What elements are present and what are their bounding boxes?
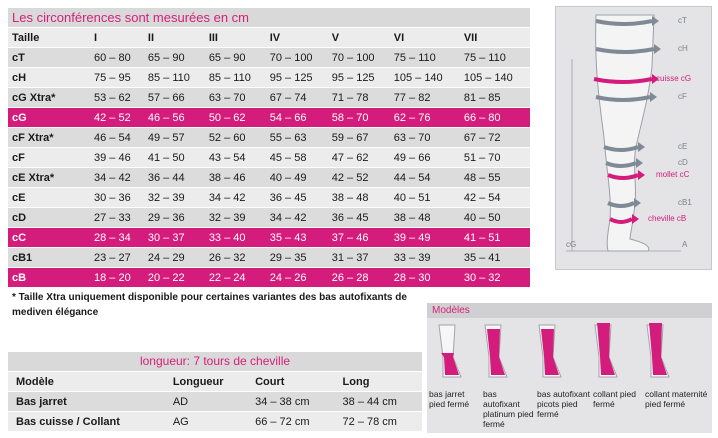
table-row	[8, 228, 530, 248]
table-row	[8, 168, 530, 188]
table-cell: 32 – 39	[205, 208, 266, 228]
model-label: bas autofixant picots pied fermé	[537, 389, 590, 419]
table-cell: 36 – 45	[266, 188, 328, 208]
measurement-label: cheville cB	[648, 214, 687, 223]
measurement-label: cT	[678, 16, 687, 25]
row-label: cG	[8, 108, 90, 128]
table-cell: 38 – 48	[390, 208, 460, 228]
table-cell: 51 – 70	[460, 148, 530, 168]
model-pictogram	[485, 325, 507, 377]
table-cell: 70 – 100	[266, 48, 328, 68]
table-cell: 37 – 46	[328, 228, 390, 248]
table-cell: 30 – 36	[90, 188, 144, 208]
table-cell: 63 – 70	[205, 88, 266, 108]
table-cell: 36 – 44	[144, 168, 205, 188]
table-cell: 44 – 54	[390, 168, 460, 188]
table-cell: 57 – 66	[144, 88, 205, 108]
table-cell: 75 – 95	[90, 68, 144, 88]
model-pictograms	[427, 319, 712, 389]
column-header: Long	[335, 372, 422, 392]
table-cell: 42 – 52	[90, 108, 144, 128]
table-cell: 50 – 62	[205, 108, 266, 128]
column-header: I	[90, 28, 144, 48]
table-cell: 26 – 28	[328, 268, 390, 288]
table-cell: 28 – 34	[90, 228, 144, 248]
table-cell: 29 – 35	[266, 248, 328, 268]
models-panel	[427, 303, 712, 433]
row-label: cB1	[8, 248, 90, 268]
measurement-label: cD	[678, 158, 688, 167]
table-cell: 20 – 22	[144, 268, 205, 288]
table-cell: 47 – 62	[328, 148, 390, 168]
measurement-label: cE	[678, 142, 688, 151]
measurement-label: cH	[678, 44, 688, 53]
column-header: VI	[390, 28, 460, 48]
table-cell: 38 – 44 cm	[335, 392, 422, 412]
table-cell: 39 – 46	[90, 148, 144, 168]
table-cell: 66 – 80	[460, 108, 530, 128]
table-cell: 85 – 110	[144, 68, 205, 88]
table-cell: 46 – 54	[90, 128, 144, 148]
table-cell: 75 – 110	[460, 48, 530, 68]
measurement-label: cuisse cG	[656, 74, 692, 83]
arrow-head	[638, 170, 645, 180]
table-cell: 40 – 50	[460, 208, 530, 228]
table-cell: 45 – 58	[266, 148, 328, 168]
column-header: II	[144, 28, 205, 48]
table-row	[8, 128, 530, 148]
row-label: cD	[8, 208, 90, 228]
table-cell: 81 – 85	[460, 88, 530, 108]
table-cell: 63 – 70	[390, 128, 460, 148]
model-label: bas jarret pied fermé	[429, 389, 470, 409]
table-cell: 30 – 37	[144, 228, 205, 248]
column-header: V	[328, 28, 390, 48]
table-cell: 32 – 39	[144, 188, 205, 208]
model-pictogram	[647, 323, 669, 377]
table-cell: 41 – 51	[460, 228, 530, 248]
table-cell: 105 – 140	[390, 68, 460, 88]
table-cell: 72 – 78 cm	[335, 412, 422, 432]
column-header: Longueur	[165, 372, 247, 392]
table-cell: 75 – 110	[390, 48, 460, 68]
size-grid-header	[8, 28, 530, 48]
table-cell: 95 – 125	[266, 68, 328, 88]
arrow-head	[636, 158, 643, 168]
table-row	[8, 248, 530, 268]
column-header: VII	[460, 28, 530, 48]
table-row	[8, 108, 530, 128]
table-cell: 23 – 27	[90, 248, 144, 268]
row-label: cT	[8, 48, 90, 68]
table-row	[8, 48, 530, 68]
table-cell: 65 – 90	[144, 48, 205, 68]
xtra-footnote: * Taille Xtra uniquement disponible pour certaines variantes des bas autofixants de mediven élégance	[12, 292, 407, 318]
model-pictogram	[439, 325, 461, 377]
table-cell: 67 – 72	[460, 128, 530, 148]
column-header: Taille	[8, 28, 90, 48]
leg-illustration	[556, 7, 711, 269]
table-cell: 34 – 38 cm	[247, 392, 334, 412]
table-cell: 55 – 63	[266, 128, 328, 148]
row-label: cE Xtra*	[8, 168, 90, 188]
arrow-head	[650, 92, 657, 102]
measurement-label: A	[682, 240, 688, 249]
table-cell: 36 – 45	[328, 208, 390, 228]
table-cell: 49 – 57	[144, 128, 205, 148]
table-cell: 58 – 70	[328, 108, 390, 128]
table-row	[8, 392, 422, 412]
table-row	[8, 412, 422, 432]
table-cell: 22 – 24	[205, 268, 266, 288]
table-cell: 35 – 41	[460, 248, 530, 268]
table-cell: 30 – 32	[460, 268, 530, 288]
table-cell: 18 – 20	[90, 268, 144, 288]
length-grid	[8, 371, 422, 431]
column-header: Modèle	[8, 372, 165, 392]
table-cell: 29 – 36	[144, 208, 205, 228]
row-label: cG Xtra*	[8, 88, 90, 108]
table-cell: 49 – 66	[390, 148, 460, 168]
models-title: Modèles	[427, 303, 712, 318]
table-cell: 66 – 72 cm	[247, 412, 334, 432]
table-cell: AG	[165, 412, 247, 432]
table-cell: 34 – 42	[266, 208, 328, 228]
table-row	[8, 208, 530, 228]
measurement-label: cF	[678, 92, 687, 101]
model-label: bas autofixant platinum pied fermé	[483, 389, 534, 429]
table-cell: 60 – 80	[90, 48, 144, 68]
table-cell: 43 – 54	[205, 148, 266, 168]
table-cell: 77 – 82	[390, 88, 460, 108]
arrow-head	[652, 16, 659, 26]
measurement-label: cB1	[678, 198, 692, 207]
table-cell: 38 – 48	[328, 188, 390, 208]
table-cell: 40 – 49	[266, 168, 328, 188]
table-cell: 42 – 54	[460, 188, 530, 208]
model-pictogram	[539, 325, 561, 377]
row-label: cF	[8, 148, 90, 168]
arrow-head	[634, 198, 641, 208]
measurement-label: cG	[566, 240, 577, 249]
table-cell: 54 – 66	[266, 108, 328, 128]
table-cell: 52 – 60	[205, 128, 266, 148]
table-cell: AD	[165, 392, 247, 412]
table-cell: Bas jarret	[8, 392, 165, 412]
table-cell: 38 – 46	[205, 168, 266, 188]
table-cell: 27 – 33	[90, 208, 144, 228]
table-cell: 48 – 55	[460, 168, 530, 188]
row-label: cE	[8, 188, 90, 208]
table-row	[8, 148, 530, 168]
length-table	[8, 352, 422, 431]
table-row	[8, 188, 530, 208]
table-cell: 95 – 125	[328, 68, 390, 88]
table-cell: 24 – 26	[266, 268, 328, 288]
arrow-head	[632, 214, 639, 224]
table-cell: 41 – 50	[144, 148, 205, 168]
table-row	[8, 268, 530, 288]
size-table	[8, 8, 530, 287]
model-pictogram	[595, 323, 617, 377]
table-cell: 24 – 29	[144, 248, 205, 268]
table-cell: 31 – 37	[328, 248, 390, 268]
table-cell: Bas cuisse / Collant	[8, 412, 165, 432]
table-cell: 70 – 100	[328, 48, 390, 68]
leg-diagram	[555, 6, 712, 270]
arrow-head	[638, 142, 645, 152]
table-cell: 35 – 43	[266, 228, 328, 248]
length-header-row	[8, 372, 422, 392]
column-header: III	[205, 28, 266, 48]
row-label: cH	[8, 68, 90, 88]
column-header: IV	[266, 28, 328, 48]
table-row	[8, 68, 530, 88]
table-cell: 39 – 49	[390, 228, 460, 248]
table-cell: 65 – 90	[205, 48, 266, 68]
table-cell: 28 – 30	[390, 268, 460, 288]
arrow-head	[654, 44, 661, 54]
table-cell: 53 – 62	[90, 88, 144, 108]
table-cell: 34 – 42	[205, 188, 266, 208]
table-cell: 42 – 52	[328, 168, 390, 188]
model-label: collant maternité pied fermé	[645, 389, 708, 409]
table-cell: 40 – 51	[390, 188, 460, 208]
size-grid	[8, 27, 530, 287]
table-cell: 67 – 74	[266, 88, 328, 108]
size-table-title: Les circonférences sont mesurées en cm	[8, 8, 530, 27]
measurement-label: mollet cC	[656, 170, 690, 179]
row-label: cC	[8, 228, 90, 248]
table-cell: 71 – 78	[328, 88, 390, 108]
table-cell: 85 – 110	[205, 68, 266, 88]
table-cell: 46 – 56	[144, 108, 205, 128]
model-label: collant pied fermé	[593, 389, 637, 409]
table-cell: 105 – 140	[460, 68, 530, 88]
row-label: cF Xtra*	[8, 128, 90, 148]
column-header: Court	[247, 372, 334, 392]
table-cell: 34 – 42	[90, 168, 144, 188]
length-table-title: longueur: 7 tours de cheville	[8, 352, 422, 371]
table-cell: 33 – 40	[205, 228, 266, 248]
table-cell: 33 – 39	[390, 248, 460, 268]
table-cell: 62 – 76	[390, 108, 460, 128]
table-row	[8, 88, 530, 108]
row-label: cB	[8, 268, 90, 288]
table-cell: 59 – 67	[328, 128, 390, 148]
table-cell: 26 – 32	[205, 248, 266, 268]
